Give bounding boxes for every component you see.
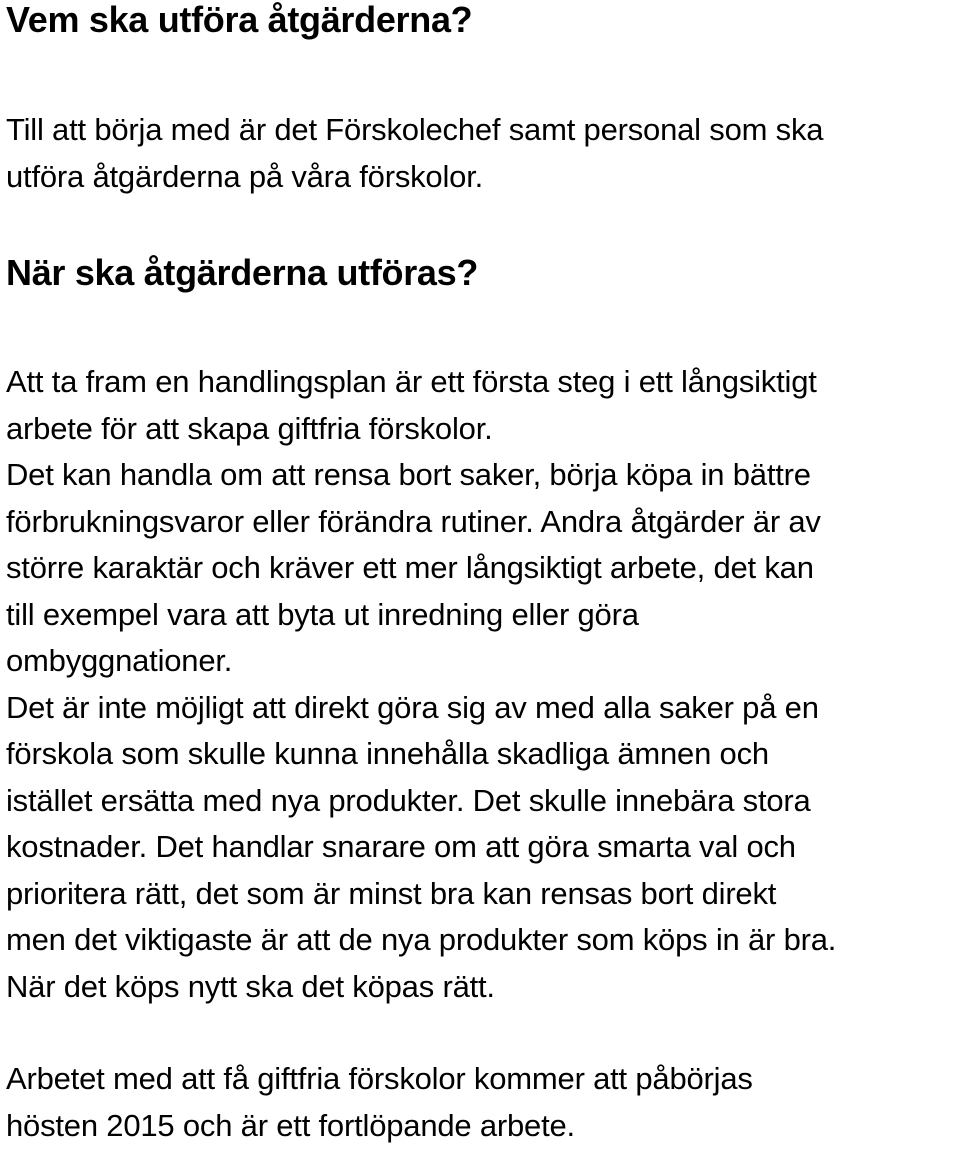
text-line: Arbetet med att få giftfria förskolor kommer att påbörjas (6, 1056, 753, 1103)
text-line: Det kan handla om att rensa bort saker, börja köpa in bättre (6, 452, 836, 499)
text-line: förskola som skulle kunna innehålla skadliga ämnen och (6, 731, 836, 778)
paragraph-who (6, 107, 823, 200)
text-line: Att ta fram en handlingsplan är ett första steg i ett långsiktigt (6, 359, 836, 406)
text-line: När det köps nytt ska det köpas rätt. (6, 964, 836, 1011)
text-line: arbete för att skapa giftfria förskolor. (6, 406, 836, 453)
text-line: större karaktär och kräver ett mer långsiktigt arbete, det kan (6, 545, 836, 592)
heading-when: När ska åtgärderna utföras? (6, 253, 478, 293)
text-line: Till att börja med är det Förskolechef samt personal som ska (6, 107, 823, 154)
text-line: utföra åtgärderna på våra förskolor. (6, 154, 823, 201)
text-line: kostnader. Det handlar snarare om att göra smarta val och (6, 824, 836, 871)
text-line: ombyggnationer. (6, 638, 836, 685)
text-line: Det är inte möjligt att direkt göra sig av med alla saker på en (6, 685, 836, 732)
paragraph-closing (6, 1056, 753, 1149)
text-line: istället ersätta med nya produkter. Det skulle innebära stora (6, 778, 836, 825)
text-line: men det viktigaste är att de nya produkter som köps in är bra. (6, 917, 836, 964)
heading-who: Vem ska utföra åtgärderna? (6, 0, 472, 40)
paragraph-when (6, 359, 836, 1010)
text-line: hösten 2015 och är ett fortlöpande arbete. (6, 1103, 753, 1149)
text-line: till exempel vara att byta ut inredning eller göra (6, 592, 836, 639)
text-line: prioritera rätt, det som är minst bra kan rensas bort direkt (6, 871, 836, 918)
text-line: förbrukningsvaror eller förändra rutiner. Andra åtgärder är av (6, 499, 836, 546)
